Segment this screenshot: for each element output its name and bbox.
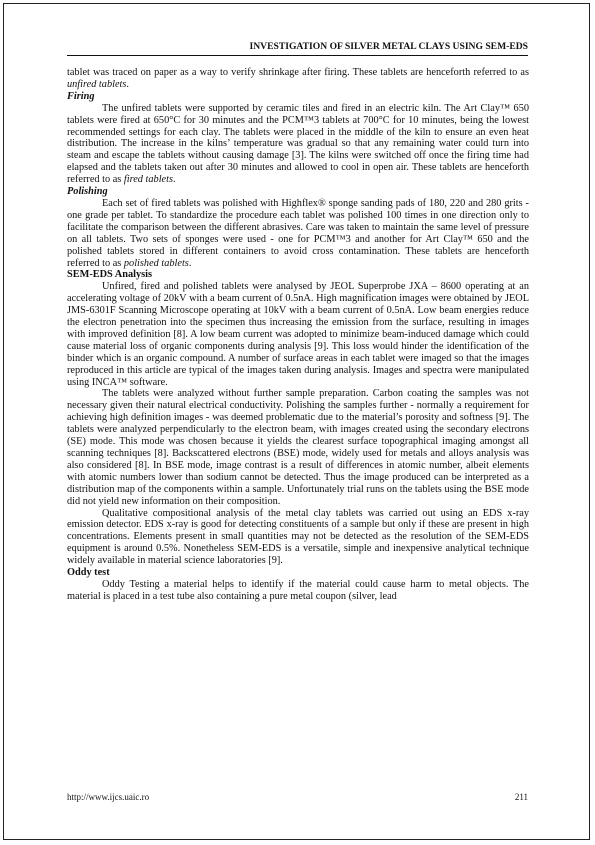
paragraph-oddy: Oddy Testing a material helps to identify if the material could cause harm to metal objects. The material is placed in a test tube also containing a pure metal coupon (silver, lead	[67, 578, 529, 602]
page-number: 211	[514, 792, 528, 802]
term-unfired-tablets: unfired tablets	[67, 78, 127, 90]
term-fired-tablets: fired tablets	[123, 174, 173, 186]
subheading-polishing: Polishing	[67, 186, 108, 198]
paragraph-sem-1: Unfired, fired and polished tablets were analysed by JEOL Superprobe JXA – 8600 operating at an accelerating voltage of 20kV with a beam current of 0.5nA. High magnification images were obtained by JEOL JMS-6301F Scanning Microscope operating at 10kV with a beam current of 0.5nA. Low beam energies reduce the electron penetration into the specimen thus increasing the emission from the surface, resulting in images with improved definition [8]. A low beam current was adopted to minimize beam-induced damage which could cause material loss of organic components during analysis [9]. This loss would hinder the identification of the binder which is an organic compound. A number of surface areas in each tablet were imaged so that the images reproduced in this article are typical of the images taken during analysis. Images and spectra were manipulated using INCA™ software.	[67, 281, 529, 388]
section-heading-oddy-test: Oddy test	[67, 567, 110, 579]
subheading-firing: Firing	[67, 90, 95, 102]
paragraph-sem-3: Qualitative compositional analysis of the metal clay tablets was carried out using an EDS x-ray emission detector. EDS x-ray is good for detecting constituents of a sample but only if these are present in high concentrations. Elements present in small quantities may not be detected as the resolution of the SEM-EDS equipment is around 0.5%. Nonetheless SEM-EDS is a versatile, simple and inexpensive analytical technique widely available in material science laboratories [9].	[67, 507, 529, 567]
paragraph-polishing: Each set of fired tablets was polished with Highflex® sponge sanding pads of 180, 220 and 280 grits - one grade per tablet. To standardize the procedure each tablet was polished 100 times in one direction only to facilitate the comparison between the different abrasives. Care was taken to maintain the same level of pressure on all tablets. Two sets of sponges were used - one for PCM™3 and another for Art Clay™ 650 and the polished tablets stored in different containers to avoid cross contamination. These tablets are henceforth referred to as polished tablets.	[67, 197, 529, 269]
running-header: INVESTIGATION OF SILVER METAL CLAYS USING SEM-EDS	[67, 41, 528, 56]
article-body	[67, 67, 529, 603]
paragraph-intro: tablet was traced on paper as a way to verify shrinkage after firing. These tablets are henceforth referred to as unfired tablets.	[67, 67, 529, 90]
section-heading-sem-eds: SEM-EDS Analysis	[67, 269, 152, 281]
journal-url-link[interactable]: http://www.ijcs.uaic.ro	[67, 792, 150, 802]
paragraph-sem-2: The tablets were analyzed without further sample preparation. Carbon coating the samples was not necessary given their natural electrical conductivity. Polishing the samples further - normally a requirement for achieving high definition images - was deemed problematic due to the material’s porosity and softness [9]. The tablets were analyzed perpendicularly to the electron beam, with images created using the secondary electrons (SE) mode. This mode was chosen because it yields the clearest surface topographical imaging amongst all scanning techniques [8]. Backscattered electrons (BSE) mode, widely used for metals and alloys analysis was also considered [8]. In BSE mode, image contrast is a result of differences in atomic number, albeit elements with atomic numbers lower than sodium cannot be detected. Thus the image produced can be interpreted as a distribution map of the components within a sample. Unfortunately trial runs on the tablets using the BSE mode did not yield new information on their composition.	[67, 388, 529, 507]
term-polished-tablets: polished tablets	[123, 257, 189, 269]
paragraph-firing: The unfired tablets were supported by ceramic tiles and fired in an electric kiln. The Art Clay™ 650 tablets were fired at 650°C for 30 minutes and the PCM™3 tablets at 700°C for 10 minutes, being the lowest recommended settings for each clay. The tablets were placed in the middle of the kiln to ensure an even heat distribution. The increase in the kilns’ temperature was gradual so that any remaining water could turn into steam and escape the tablets without causing damage [3]. The kilns were switched off once the firing time had elapsed and the tablets taken out after 30 minutes and allowed to cool in open air. These tablets are henceforth referred to as fired tablets.	[67, 102, 529, 186]
